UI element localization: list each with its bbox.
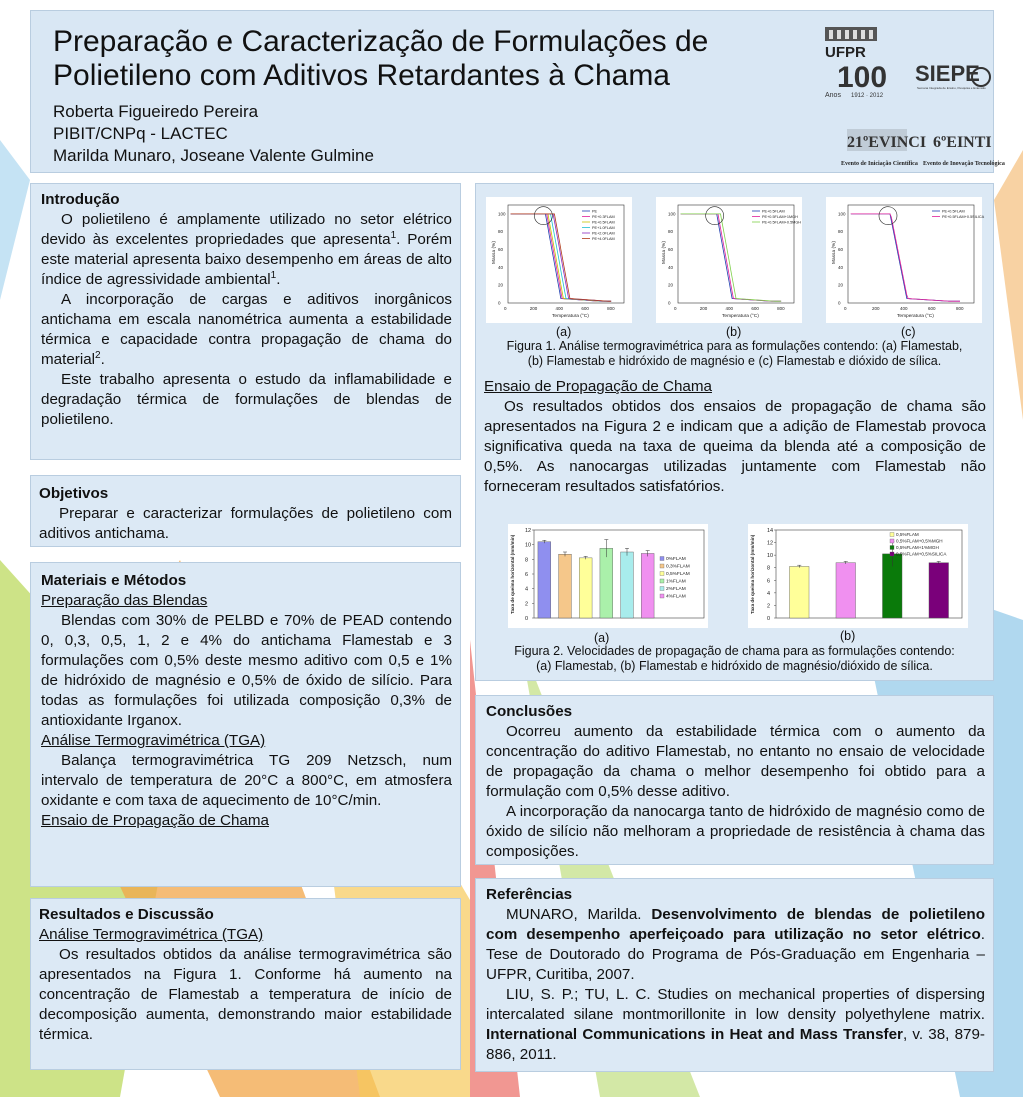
reference-2: LIU, S. P.; TU, L. C. Studies on mechanical properties of dispersing intercalated silane montmorillonite in low density polyethylene matrix. International Communications in Heat and Mass Transfer, v. 38, 879-886, 2011. [486,986,985,1063]
y-tick-label: 10 [525,542,532,549]
legend-swatch [660,557,664,561]
figure1-label-a: (a) [556,325,572,339]
ufpr-text: UFPR [825,44,866,61]
figure1-label-c: (c) [901,325,916,339]
conclusions-panel [475,695,994,865]
legend-entry: PE+2.0FLAM [592,231,615,236]
legend-swatch [890,539,894,543]
x-tick-label: 200 [529,306,538,311]
legend-swatch [890,533,894,537]
legend-swatch [660,594,664,598]
y-tick-label: 40 [668,264,674,270]
y-axis-label: Massa (%) [832,241,837,264]
y-tick-label: 4 [767,590,771,597]
y-tick-label: 10 [767,553,774,560]
y-tick-label: 14 [767,528,774,534]
y-tick-label: 12 [767,540,774,547]
conclusions-paragraph-1: Ocorreu aumento da estabilidade térmica com o aumento da concentração do aditivo Flamestab, no entanto no ensaio de velocidade de propagação da chama o melhor desempenho foi obtido para a formulação com 0,5% desse aditivo. [486,723,985,800]
ufpr-anos-text: Anos [825,92,841,99]
blend-preparation-subtitle: Preparação das Blendas [41,592,208,609]
flame-test-subtitle: Ensaio de Propagação de Chama [41,812,269,829]
legend-entry: 0,5%FLAM+0,5%SILICA [896,551,947,557]
legend-entry: 0,3%FLAM [666,564,690,570]
bar [600,548,613,618]
authors-block [53,101,374,167]
bar [559,554,572,618]
plot-frame [848,205,974,303]
highlight-circle [879,207,897,225]
x-tick-label: 200 [872,306,880,311]
x-tick-label: 600 [581,306,589,311]
x-tick-label: 200 [699,306,708,311]
affiliation: PIBIT/CNPq - LACTEC [53,124,228,143]
conclusions-paragraph-2: A incorporação da nanocarga tanto de hidróxido de magnésio como de óxido de silício não melhoram a propriedade de resistência à chama das composições. [486,803,985,860]
y-tick-label: 12 [525,528,532,534]
x-tick-label: 0 [674,306,677,311]
methods-title: Materiais e Métodos [41,572,187,589]
y-tick-label: 2 [525,601,529,608]
tga-series-line [681,214,782,301]
x-tick-label: 400 [555,306,564,311]
legend-swatch [660,587,664,591]
y-tick-label: 100 [668,211,676,217]
siepe-logo [915,61,990,90]
y-tick-label: 8 [525,557,529,564]
y-tick-label: 4 [525,586,529,593]
references-title: Referências [486,886,573,903]
y-tick-label: 8 [767,565,771,572]
y-tick-label: 100 [838,211,846,217]
y-tick-label: 0 [498,300,501,306]
flame-bar-chart-a [508,524,708,628]
y-tick-label: 80 [668,229,674,235]
figure1-caption: Figura 1. Análise termogravimétrica para as formulações contendo: (a) Flamestab, (b) Flamestab e hidróxido de magnésio e (c) Flamestab e dióxido de sílica. [506,339,963,368]
tga-series-line [681,214,782,301]
highlight-circle [534,207,552,225]
tga-series-line [681,214,782,301]
y-tick-label: 6 [767,578,771,585]
objectives-panel [30,475,461,547]
figure2-label-b: (b) [840,629,856,643]
tga-chart-a [486,197,632,323]
figure1-label-b: (b) [726,325,742,339]
y-tick-label: 40 [498,264,504,270]
tga-paragraph: Balança termogravimétrica TG 209 Netzsch, num intervalo de temperatura de 20°C a 800°C, em atmosfera oxidante e com taxa de aquecimento de 10°C/min. [41,752,452,809]
x-tick-label: 800 [777,306,785,311]
reference-1: MUNARO, Marilda. Desenvolvimento de blendas de polietileno com desempenho aperfeiçoado para utilização no setor elétrico. Tese de Doutorado do Programa de Pós-Graduação em Engenharia – UFPR, Curitiba, 2007. [486,906,985,983]
bar [929,563,949,618]
x-axis-label: Temperatura (°C) [552,314,589,319]
ufpr-logo [825,27,887,99]
bar [538,542,551,618]
y-axis-label: Taxa de queima horizontal (mm/min) [510,534,515,614]
y-tick-label: 20 [838,282,844,288]
legend-entry: 0,5%FLAM [896,532,919,537]
introduction-title: Introdução [41,191,120,208]
legend-entry: 0,5%FLAM+1%MGH [896,545,939,550]
introduction-paragraph-3: Este trabalho apresenta o estudo da inflamabilidade e degradação térmica de formulações de blendas de polietileno. [41,371,452,428]
methods-panel [30,562,461,887]
bar [641,553,654,618]
figure2-label-a: (a) [594,631,610,645]
y-tick-label: 20 [668,282,674,288]
introduction-paragraph-2: A incorporação de cargas e aditivos inorgânicos antichama em escala nanométrica aumenta a estabilidade térmica e capacidade contra propagação de chama do material$^2$. [41,291,452,368]
legend-entry: 0,5%FLAM+0,5%MGH [896,538,943,544]
legend-entry: PE+0.5FLAM+1MGH [762,215,798,219]
bar [579,558,592,618]
x-tick-label: 800 [956,306,964,311]
legend-entry: 4%FLAM [666,594,686,600]
tga-series-line [851,214,960,301]
figures-panel [475,183,994,681]
x-axis-label: Temperatura (°C) [897,314,934,319]
y-axis-label: Taxa de queima horizontal (mm/min) [750,534,755,614]
figure2-caption: Figura 2. Velocidades de propagação de chama para as formulações contendo: (a) Flamestab, (b) Flamestab e hidróxido de magnésio/dióxido de sílica. [514,644,955,673]
introduction-panel [30,183,461,460]
author-name: Roberta Figueiredo Pereira [53,102,259,121]
y-axis-label: Massa (%) [492,241,497,264]
legend-swatch [890,546,894,550]
evinci-logo [847,129,926,151]
y-tick-label: 60 [668,247,674,253]
bar [836,563,856,618]
x-tick-label: 600 [751,306,759,311]
y-tick-label: 20 [498,282,504,288]
legend-swatch [660,564,664,568]
legend-entry: PE+0.3FLAM [592,215,615,219]
y-tick-label: 0 [668,300,671,306]
tga-subtitle: Análise Termogravimétrica (TGA) [41,732,266,749]
y-tick-label: 0 [838,300,841,306]
flame-test-results-subtitle: Ensaio de Propagação de Chama [484,378,712,395]
siepe-text: SIEPE [915,61,980,86]
results-title: Resultados e Discussão [39,906,214,923]
conclusions-title: Conclusões [486,703,573,720]
bar [789,566,809,618]
results-paragraph: Os resultados obtidos da análise termogravimétrica são apresentados na Figura 1. Conforme há aumento na concentração de Flamestab a temperatura de início de decomposição aumenta, demonstrando maior estabilidade térmica. [39,946,452,1043]
x-tick-label: 600 [928,306,936,311]
y-tick-label: 80 [838,229,844,235]
y-tick-label: 2 [767,603,771,610]
ufpr-100-text: 100 [837,61,888,94]
objectives-title: Objetivos [39,485,109,502]
einti-text: 6ºEINTI [933,134,992,151]
y-axis-label: Massa (%) [662,241,667,264]
y-tick-label: 60 [498,247,504,253]
tga-chart-c [826,197,985,323]
poster-title: Preparação e Caracterização de Formulações de Polietileno com Aditivos Retardantes à Chama [53,25,709,92]
flame-test-section [484,377,986,497]
references-panel [475,878,994,1072]
logos-group [821,25,1005,171]
header-panel [30,10,1005,173]
legend-entry: PE+0.5FLAM [942,209,965,214]
flame-bar-chart-b [748,524,968,628]
siepe-subtitle: Semana Integrada de Ensino, Pesquisa e Extensão [917,86,986,90]
objectives-paragraph: Preparar e caracterizar formulações de polietileno com aditivos antichama. [39,505,452,542]
legend-entry: PE+0.5FLAM+0.5SILICA [942,215,985,219]
y-tick-label: 40 [838,264,844,270]
legend-entry: PE [592,209,598,214]
evinci-caption: Evento de Iniciação Científica [841,161,918,167]
einti-logo [933,134,992,151]
legend-entry: 0%FLAM [666,557,686,562]
y-tick-label: 0 [767,616,771,622]
tga-chart-b [656,197,802,323]
y-tick-label: 60 [838,247,844,253]
x-tick-label: 800 [607,306,615,311]
x-tick-label: 400 [900,306,908,311]
y-tick-label: 100 [498,211,506,217]
results-tga-subtitle: Análise Termogravimétrica (TGA) [39,926,264,943]
legend-swatch [660,579,664,583]
results-panel [30,898,461,1070]
legend-entry: PE+0.5FLAM+0.5MGH [762,220,802,225]
legend-entry: 1%FLAM [666,579,686,585]
blend-preparation-paragraph: Blendas com 30% de PELBD e 70% de PEAD contendo 0, 0,3, 0,5, 1, 2 e 4% do antichama Flamestab e 3 formulações com 0,5% deste mesmo aditivo com 0,5 e 1% de hidróxido de magnésio e 0,5% de óxido de silício. Para todas as formulações foi utilizada composição 0,3% de antioxidante Irganox. [41,612,452,729]
x-tick-label: 0 [504,306,507,311]
y-tick-label: 6 [525,572,529,578]
legend-entry: PE+0.5FLAM [762,209,785,214]
legend-swatch [660,572,664,576]
legend-swatch [890,552,894,556]
introduction-paragraph-1: O polietileno é amplamente utilizado no setor elétrico devido às excelentes propriedades que apresenta$^1$. Porém este material apresenta baixo desempenho em áreas de alto índice de agressividade ambiental$^1$. [41,211,452,288]
advisors: Marilda Munaro, Joseane Valente Gulmine [53,146,374,165]
legend-entry: PE+0.5FLAM [592,220,615,225]
bar [621,552,634,618]
legend-entry: 2%FLAM [666,587,686,592]
evinci-text: 21ºEVINCI [847,134,927,151]
ufpr-years-text: 1912 · 2012 [851,93,884,99]
legend-entry: PE+1.0FLAM [592,226,615,230]
legend-entry: PE+4.0FLAM [592,237,615,241]
x-tick-label: 0 [844,306,847,311]
x-tick-label: 400 [725,306,734,311]
einti-caption: Evento de Inovação Tecnológica [923,161,1005,167]
x-axis-label: Temperatura (°C) [722,314,759,319]
y-tick-label: 0 [525,616,529,622]
flame-test-results-paragraph: Os resultados obtidos dos ensaios de propagação de chama são apresentados na Figura 2 e indicam que a adição de Flamestab provoca significativa queda na taxa de queima da blenda até a composição de 0,5%. As nanocargas utilizadas juntamente com Flamestab não forneceram resultados satisfatórios. [484,398,986,495]
y-tick-label: 80 [498,229,504,235]
legend-entry: 0,5%FLAM [666,572,690,577]
